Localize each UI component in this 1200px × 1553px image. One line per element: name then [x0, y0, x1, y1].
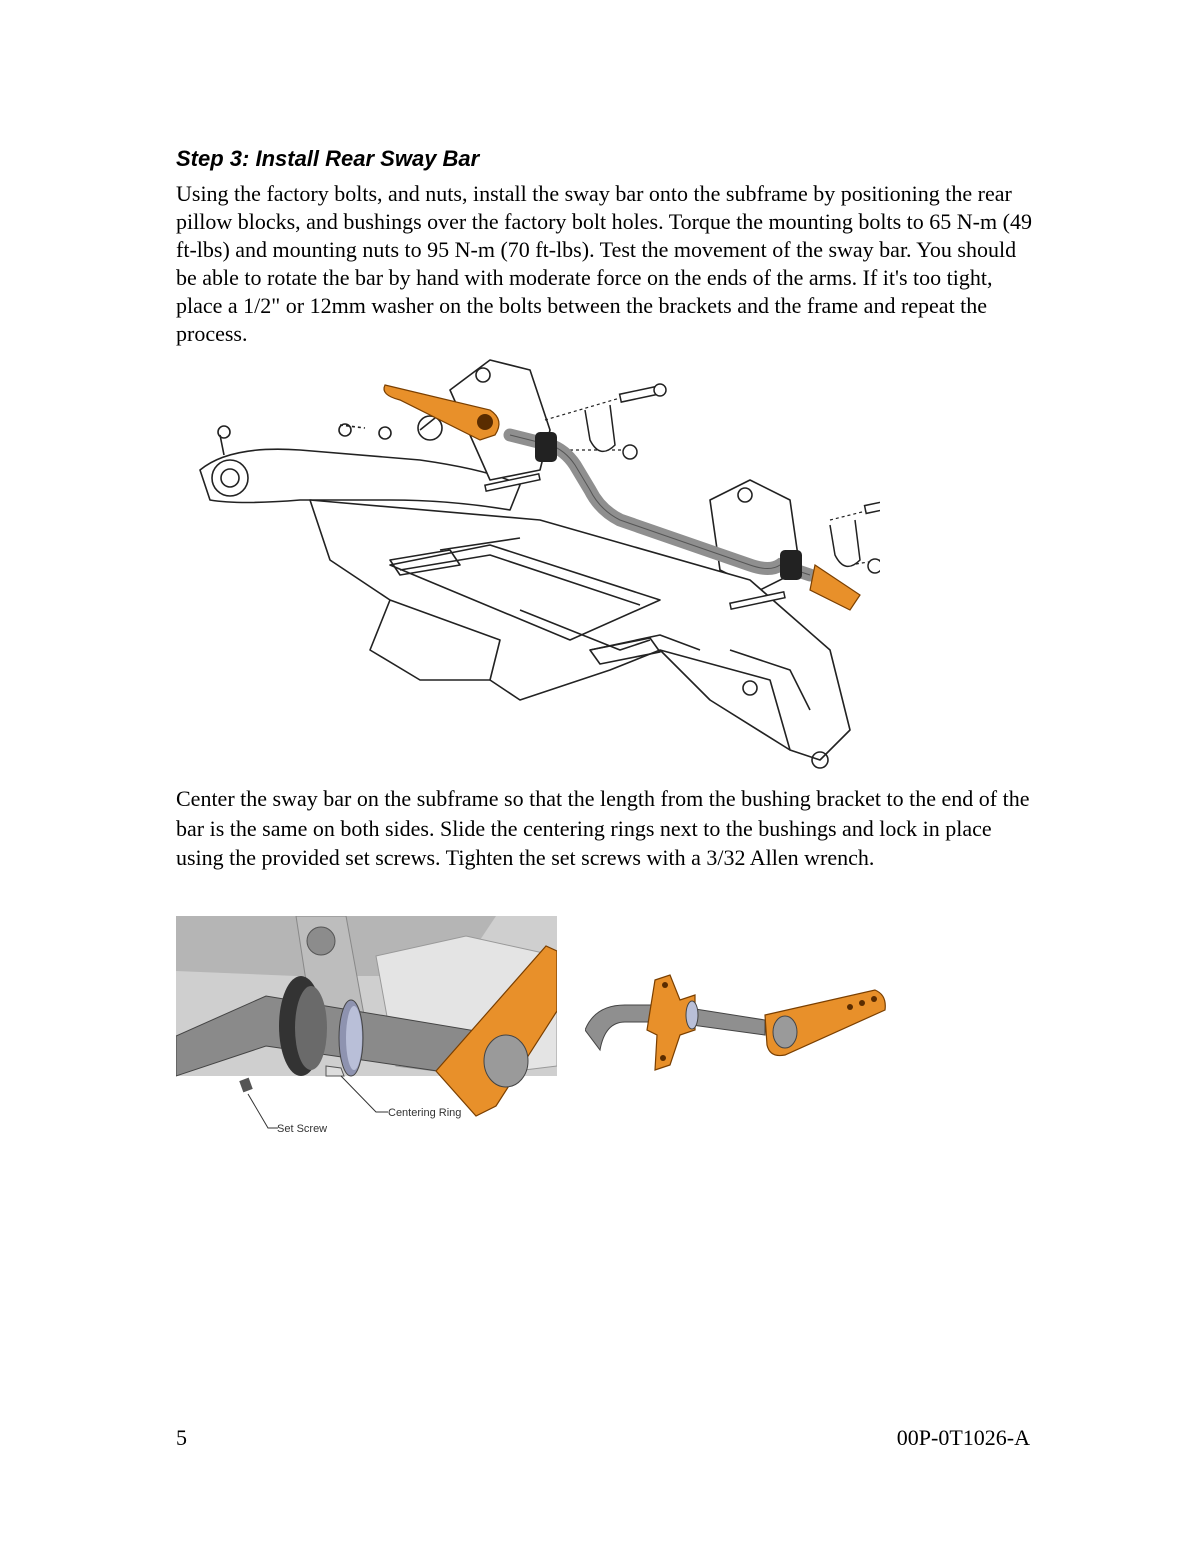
page-number: 5: [176, 1425, 187, 1450]
step-heading: Step 3: Install Rear Sway Bar: [176, 146, 480, 171]
sway-bar-arm-detail-image: [585, 960, 895, 1145]
document-id: 00P-0T1026-A: [896, 1425, 1030, 1450]
subframe-sway-bar-illustration: [190, 350, 880, 775]
centering-instructions-paragraph: Center the sway bar on the subframe so that the length from the bushing bracket to the end of the bar is the same on both sides. Slide the centering rings next to the bushings and lock in place using the provided set screws. Tighten the set screws with a 3/32 Allen wrench.: [176, 786, 1030, 870]
install-instructions-paragraph: Using the factory bolts, and nuts, install the sway bar onto the subframe by positioning the rear pillow blocks, and bushings over the factory bolt holes. Torque the mounting bolts to 65 N-m (49 ft-lbs) and mounting nuts to 95 N-m (70 ft-lbs). Test the movement of the sway bar. You should be able to rotate the bar by hand with moderate force on the ends of the arms. If it's too tight, place a 1/2" or 12mm washer on the bolts between the brackets and the frame and repeat the process.: [176, 181, 1032, 346]
set-screw-label: Set Screw: [277, 1123, 328, 1135]
centering-ring-detail-image: [176, 916, 557, 1144]
centering-ring-label: Centering Ring: [388, 1107, 462, 1119]
